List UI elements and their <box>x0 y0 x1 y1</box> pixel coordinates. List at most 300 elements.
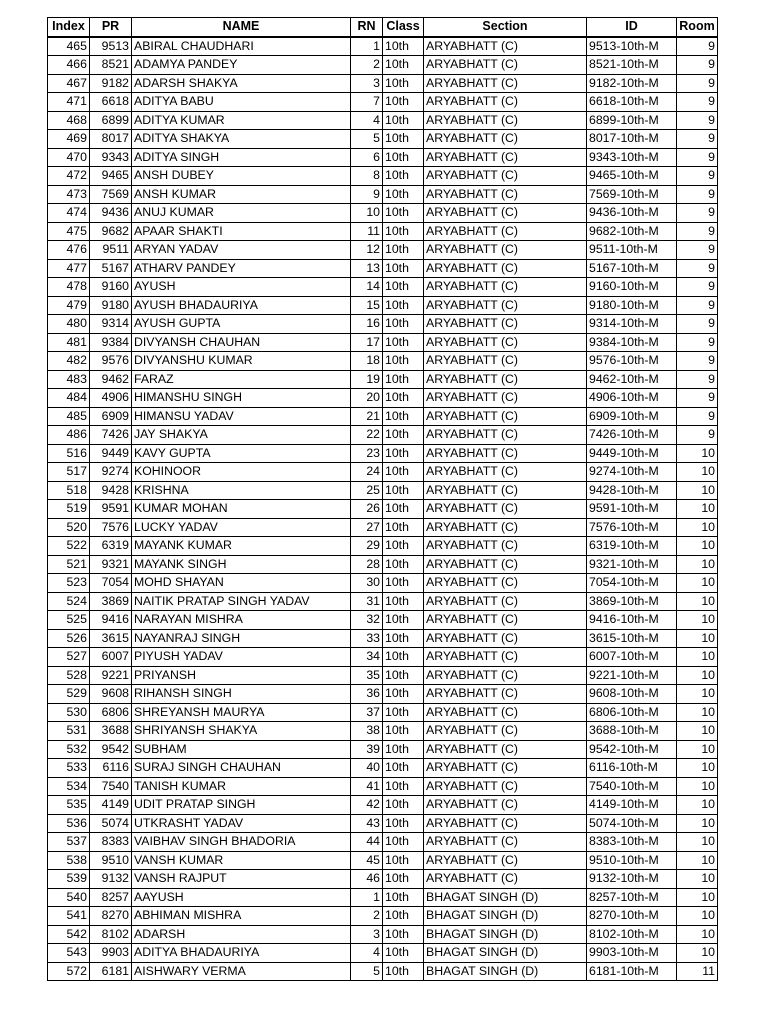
cell-index: 472 <box>48 167 90 186</box>
cell-class: 10th <box>383 944 424 963</box>
table-row <box>48 555 718 574</box>
cell-section: ARYABHATT (C) <box>424 185 587 204</box>
cell-pr: 9221 <box>90 666 132 685</box>
cell-section: BHAGAT SINGH (D) <box>424 962 587 981</box>
cell-class: 10th <box>383 93 424 112</box>
cell-class: 10th <box>383 444 424 463</box>
table-row <box>48 74 718 93</box>
cell-rn: 25 <box>351 481 383 500</box>
cell-rn: 39 <box>351 740 383 759</box>
cell-room: 9 <box>677 426 718 445</box>
cell-pr: 6116 <box>90 759 132 778</box>
cell-rn: 44 <box>351 833 383 852</box>
cell-index: 528 <box>48 666 90 685</box>
table-row <box>48 111 718 130</box>
cell-rn: 28 <box>351 555 383 574</box>
cell-id: 8257-10th-M <box>587 888 677 907</box>
cell-pr: 3615 <box>90 629 132 648</box>
cell-index: 543 <box>48 944 90 963</box>
cell-name: NAYANRAJ SINGH <box>132 629 351 648</box>
cell-index: 572 <box>48 962 90 981</box>
cell-rn: 41 <box>351 777 383 796</box>
cell-name: VANSH KUMAR <box>132 851 351 870</box>
table-row <box>48 426 718 445</box>
cell-index: 482 <box>48 352 90 371</box>
cell-id: 9384-10th-M <box>587 333 677 352</box>
cell-id: 9416-10th-M <box>587 611 677 630</box>
cell-pr: 9608 <box>90 685 132 704</box>
cell-room: 10 <box>677 629 718 648</box>
cell-rn: 4 <box>351 111 383 130</box>
cell-rn: 15 <box>351 296 383 315</box>
table-row <box>48 315 718 334</box>
table-row <box>48 259 718 278</box>
cell-id: 9314-10th-M <box>587 315 677 334</box>
cell-index: 542 <box>48 925 90 944</box>
table-row <box>48 444 718 463</box>
cell-rn: 7 <box>351 93 383 112</box>
cell-rn: 32 <box>351 611 383 630</box>
cell-rn: 9 <box>351 185 383 204</box>
cell-room: 10 <box>677 481 718 500</box>
cell-name: SHREYANSH MAURYA <box>132 703 351 722</box>
cell-rn: 30 <box>351 574 383 593</box>
table-row <box>48 407 718 426</box>
cell-rn: 43 <box>351 814 383 833</box>
cell-room: 9 <box>677 111 718 130</box>
table-row <box>48 37 718 56</box>
cell-id: 9132-10th-M <box>587 870 677 889</box>
column-header-pr: PR <box>90 18 132 37</box>
cell-room: 9 <box>677 370 718 389</box>
cell-pr: 6181 <box>90 962 132 981</box>
cell-id: 6618-10th-M <box>587 93 677 112</box>
cell-section: ARYABHATT (C) <box>424 777 587 796</box>
cell-index: 526 <box>48 629 90 648</box>
cell-class: 10th <box>383 759 424 778</box>
column-header-room: Room <box>677 18 718 37</box>
column-header-class: Class <box>383 18 424 37</box>
cell-rn: 2 <box>351 907 383 926</box>
cell-name: ADAMYA PANDEY <box>132 56 351 75</box>
table-row <box>48 574 718 593</box>
cell-pr: 6007 <box>90 648 132 667</box>
column-header-index: Index <box>48 18 90 37</box>
cell-index: 534 <box>48 777 90 796</box>
cell-pr: 6909 <box>90 407 132 426</box>
cell-index: 485 <box>48 407 90 426</box>
cell-index: 535 <box>48 796 90 815</box>
cell-room: 10 <box>677 500 718 519</box>
cell-index: 531 <box>48 722 90 741</box>
cell-room: 9 <box>677 185 718 204</box>
cell-id: 3869-10th-M <box>587 592 677 611</box>
cell-rn: 10 <box>351 204 383 223</box>
cell-id: 4149-10th-M <box>587 796 677 815</box>
cell-index: 522 <box>48 537 90 556</box>
cell-class: 10th <box>383 389 424 408</box>
cell-class: 10th <box>383 241 424 260</box>
cell-index: 536 <box>48 814 90 833</box>
cell-pr: 6806 <box>90 703 132 722</box>
cell-section: ARYABHATT (C) <box>424 241 587 260</box>
cell-pr: 4906 <box>90 389 132 408</box>
table-row <box>48 592 718 611</box>
cell-pr: 9384 <box>90 333 132 352</box>
cell-room: 9 <box>677 222 718 241</box>
cell-name: KOHINOOR <box>132 463 351 482</box>
table-row <box>48 666 718 685</box>
cell-id: 5074-10th-M <box>587 814 677 833</box>
cell-rn: 33 <box>351 629 383 648</box>
cell-index: 475 <box>48 222 90 241</box>
cell-name: ADITYA SINGH <box>132 148 351 167</box>
cell-rn: 24 <box>351 463 383 482</box>
cell-pr: 9321 <box>90 555 132 574</box>
cell-name: ANSH DUBEY <box>132 167 351 186</box>
cell-class: 10th <box>383 407 424 426</box>
cell-pr: 9180 <box>90 296 132 315</box>
cell-index: 486 <box>48 426 90 445</box>
cell-pr: 8383 <box>90 833 132 852</box>
cell-class: 10th <box>383 666 424 685</box>
table-row <box>48 870 718 889</box>
cell-section: ARYABHATT (C) <box>424 426 587 445</box>
cell-class: 10th <box>383 851 424 870</box>
cell-id: 9608-10th-M <box>587 685 677 704</box>
cell-section: BHAGAT SINGH (D) <box>424 888 587 907</box>
cell-section: ARYABHATT (C) <box>424 74 587 93</box>
cell-id: 9160-10th-M <box>587 278 677 297</box>
cell-pr: 9682 <box>90 222 132 241</box>
cell-name: HIMANSU YADAV <box>132 407 351 426</box>
cell-class: 10th <box>383 777 424 796</box>
cell-id: 8383-10th-M <box>587 833 677 852</box>
cell-section: ARYABHATT (C) <box>424 592 587 611</box>
cell-class: 10th <box>383 722 424 741</box>
table-row <box>48 370 718 389</box>
cell-room: 10 <box>677 759 718 778</box>
cell-pr: 9465 <box>90 167 132 186</box>
cell-section: ARYABHATT (C) <box>424 111 587 130</box>
cell-rn: 14 <box>351 278 383 297</box>
cell-index: 537 <box>48 833 90 852</box>
cell-pr: 3869 <box>90 592 132 611</box>
cell-rn: 8 <box>351 167 383 186</box>
column-header-id: ID <box>587 18 677 37</box>
cell-class: 10th <box>383 148 424 167</box>
cell-class: 10th <box>383 518 424 537</box>
cell-index: 540 <box>48 888 90 907</box>
cell-index: 525 <box>48 611 90 630</box>
cell-room: 10 <box>677 944 718 963</box>
cell-rn: 1 <box>351 37 383 56</box>
cell-name: ABIRAL CHAUDHARI <box>132 37 351 56</box>
cell-room: 10 <box>677 796 718 815</box>
table-row <box>48 93 718 112</box>
cell-room: 9 <box>677 56 718 75</box>
cell-pr: 5167 <box>90 259 132 278</box>
cell-room: 9 <box>677 241 718 260</box>
table-row <box>48 389 718 408</box>
cell-pr: 9462 <box>90 370 132 389</box>
cell-class: 10th <box>383 833 424 852</box>
table-body <box>48 37 718 981</box>
table-row <box>48 463 718 482</box>
cell-id: 6007-10th-M <box>587 648 677 667</box>
cell-name: AAYUSH <box>132 888 351 907</box>
cell-section: ARYABHATT (C) <box>424 574 587 593</box>
cell-name: SUBHAM <box>132 740 351 759</box>
cell-rn: 42 <box>351 796 383 815</box>
cell-index: 469 <box>48 130 90 149</box>
cell-rn: 29 <box>351 537 383 556</box>
cell-name: ADARSH <box>132 925 351 944</box>
cell-index: 477 <box>48 259 90 278</box>
table-row <box>48 851 718 870</box>
cell-rn: 3 <box>351 925 383 944</box>
cell-id: 9591-10th-M <box>587 500 677 519</box>
cell-index: 479 <box>48 296 90 315</box>
cell-room: 10 <box>677 537 718 556</box>
cell-rn: 18 <box>351 352 383 371</box>
cell-rn: 46 <box>351 870 383 889</box>
cell-id: 5167-10th-M <box>587 259 677 278</box>
cell-section: ARYABHATT (C) <box>424 259 587 278</box>
cell-rn: 21 <box>351 407 383 426</box>
cell-name: JAY SHAKYA <box>132 426 351 445</box>
cell-index: 480 <box>48 315 90 334</box>
cell-id: 6116-10th-M <box>587 759 677 778</box>
cell-name: ADITYA KUMAR <box>132 111 351 130</box>
cell-section: ARYABHATT (C) <box>424 463 587 482</box>
cell-rn: 5 <box>351 962 383 981</box>
cell-id: 9542-10th-M <box>587 740 677 759</box>
cell-section: ARYABHATT (C) <box>424 740 587 759</box>
cell-rn: 6 <box>351 148 383 167</box>
cell-class: 10th <box>383 814 424 833</box>
cell-name: AYUSH <box>132 278 351 297</box>
cell-section: ARYABHATT (C) <box>424 666 587 685</box>
cell-pr: 9510 <box>90 851 132 870</box>
cell-name: ANUJ KUMAR <box>132 204 351 223</box>
cell-rn: 34 <box>351 648 383 667</box>
cell-class: 10th <box>383 537 424 556</box>
table-row <box>48 241 718 260</box>
cell-section: ARYABHATT (C) <box>424 93 587 112</box>
cell-index: 467 <box>48 74 90 93</box>
cell-name: DIVYANSH CHAUHAN <box>132 333 351 352</box>
cell-rn: 5 <box>351 130 383 149</box>
cell-index: 541 <box>48 907 90 926</box>
table-row <box>48 185 718 204</box>
cell-room: 10 <box>677 722 718 741</box>
cell-section: ARYABHATT (C) <box>424 315 587 334</box>
cell-id: 3688-10th-M <box>587 722 677 741</box>
cell-rn: 19 <box>351 370 383 389</box>
cell-pr: 5074 <box>90 814 132 833</box>
cell-section: ARYABHATT (C) <box>424 796 587 815</box>
cell-index: 484 <box>48 389 90 408</box>
cell-class: 10th <box>383 611 424 630</box>
cell-index: 518 <box>48 481 90 500</box>
cell-class: 10th <box>383 111 424 130</box>
cell-class: 10th <box>383 870 424 889</box>
cell-room: 9 <box>677 74 718 93</box>
cell-room: 10 <box>677 907 718 926</box>
cell-room: 10 <box>677 888 718 907</box>
cell-section: ARYABHATT (C) <box>424 814 587 833</box>
cell-room: 9 <box>677 259 718 278</box>
table-row <box>48 352 718 371</box>
cell-pr: 9182 <box>90 74 132 93</box>
table-row <box>48 925 718 944</box>
cell-name: DIVYANSHU KUMAR <box>132 352 351 371</box>
cell-class: 10th <box>383 426 424 445</box>
table-row <box>48 500 718 519</box>
cell-index: 468 <box>48 111 90 130</box>
cell-pr: 9542 <box>90 740 132 759</box>
cell-room: 9 <box>677 148 718 167</box>
cell-pr: 7426 <box>90 426 132 445</box>
cell-id: 6909-10th-M <box>587 407 677 426</box>
cell-index: 523 <box>48 574 90 593</box>
cell-id: 9221-10th-M <box>587 666 677 685</box>
cell-pr: 8521 <box>90 56 132 75</box>
cell-section: ARYABHATT (C) <box>424 352 587 371</box>
cell-name: UDIT PRATAP SINGH <box>132 796 351 815</box>
cell-section: ARYABHATT (C) <box>424 555 587 574</box>
cell-name: KRISHNA <box>132 481 351 500</box>
cell-name: NARAYAN MISHRA <box>132 611 351 630</box>
cell-pr: 9903 <box>90 944 132 963</box>
cell-class: 10th <box>383 37 424 56</box>
cell-class: 10th <box>383 703 424 722</box>
table-row <box>48 685 718 704</box>
cell-class: 10th <box>383 259 424 278</box>
cell-section: ARYABHATT (C) <box>424 204 587 223</box>
cell-index: 533 <box>48 759 90 778</box>
cell-id: 9182-10th-M <box>587 74 677 93</box>
table-row <box>48 703 718 722</box>
cell-section: ARYABHATT (C) <box>424 537 587 556</box>
cell-room: 10 <box>677 851 718 870</box>
cell-pr: 8102 <box>90 925 132 944</box>
cell-pr: 9591 <box>90 500 132 519</box>
student-room-allocation-table <box>47 17 718 981</box>
table-row <box>48 962 718 981</box>
cell-room: 10 <box>677 685 718 704</box>
cell-pr: 6899 <box>90 111 132 130</box>
cell-index: 520 <box>48 518 90 537</box>
header-row <box>48 18 718 37</box>
cell-pr: 8257 <box>90 888 132 907</box>
cell-class: 10th <box>383 333 424 352</box>
cell-class: 10th <box>383 740 424 759</box>
cell-index: 476 <box>48 241 90 260</box>
cell-section: ARYABHATT (C) <box>424 37 587 56</box>
cell-room: 10 <box>677 703 718 722</box>
cell-pr: 8017 <box>90 130 132 149</box>
cell-section: ARYABHATT (C) <box>424 685 587 704</box>
table-row <box>48 796 718 815</box>
cell-class: 10th <box>383 74 424 93</box>
cell-index: 519 <box>48 500 90 519</box>
cell-index: 466 <box>48 56 90 75</box>
cell-id: 8017-10th-M <box>587 130 677 149</box>
table-row <box>48 167 718 186</box>
cell-name: PIYUSH YADAV <box>132 648 351 667</box>
cell-id: 9274-10th-M <box>587 463 677 482</box>
cell-pr: 9428 <box>90 481 132 500</box>
cell-rn: 4 <box>351 944 383 963</box>
cell-name: ANSH KUMAR <box>132 185 351 204</box>
cell-rn: 12 <box>351 241 383 260</box>
cell-pr: 9576 <box>90 352 132 371</box>
cell-pr: 6618 <box>90 93 132 112</box>
cell-room: 10 <box>677 666 718 685</box>
cell-index: 517 <box>48 463 90 482</box>
cell-id: 7540-10th-M <box>587 777 677 796</box>
cell-section: BHAGAT SINGH (D) <box>424 907 587 926</box>
cell-index: 465 <box>48 37 90 56</box>
cell-room: 9 <box>677 130 718 149</box>
cell-class: 10th <box>383 925 424 944</box>
cell-class: 10th <box>383 574 424 593</box>
table-row <box>48 629 718 648</box>
cell-name: ADARSH SHAKYA <box>132 74 351 93</box>
cell-section: ARYABHATT (C) <box>424 333 587 352</box>
cell-section: ARYABHATT (C) <box>424 222 587 241</box>
cell-rn: 38 <box>351 722 383 741</box>
table-row <box>48 296 718 315</box>
cell-section: ARYABHATT (C) <box>424 629 587 648</box>
table-row <box>48 833 718 852</box>
cell-class: 10th <box>383 130 424 149</box>
cell-name: SHRIYANSH SHAKYA <box>132 722 351 741</box>
cell-rn: 1 <box>351 888 383 907</box>
cell-rn: 3 <box>351 74 383 93</box>
cell-class: 10th <box>383 278 424 297</box>
cell-class: 10th <box>383 222 424 241</box>
table-row <box>48 777 718 796</box>
cell-section: ARYABHATT (C) <box>424 278 587 297</box>
cell-pr: 3688 <box>90 722 132 741</box>
cell-class: 10th <box>383 685 424 704</box>
cell-pr: 9132 <box>90 870 132 889</box>
cell-pr: 9416 <box>90 611 132 630</box>
cell-id: 9449-10th-M <box>587 444 677 463</box>
cell-rn: 2 <box>351 56 383 75</box>
cell-index: 483 <box>48 370 90 389</box>
cell-index: 516 <box>48 444 90 463</box>
cell-name: MAYANK SINGH <box>132 555 351 574</box>
cell-id: 3615-10th-M <box>587 629 677 648</box>
cell-section: ARYABHATT (C) <box>424 648 587 667</box>
cell-pr: 7569 <box>90 185 132 204</box>
cell-name: AISHWARY VERMA <box>132 962 351 981</box>
column-header-name: NAME <box>132 18 351 37</box>
cell-id: 6319-10th-M <box>587 537 677 556</box>
cell-room: 10 <box>677 870 718 889</box>
cell-section: ARYABHATT (C) <box>424 130 587 149</box>
table-row <box>48 481 718 500</box>
cell-class: 10th <box>383 167 424 186</box>
cell-room: 10 <box>677 444 718 463</box>
cell-id: 9511-10th-M <box>587 241 677 260</box>
cell-name: TANISH KUMAR <box>132 777 351 796</box>
cell-id: 9436-10th-M <box>587 204 677 223</box>
